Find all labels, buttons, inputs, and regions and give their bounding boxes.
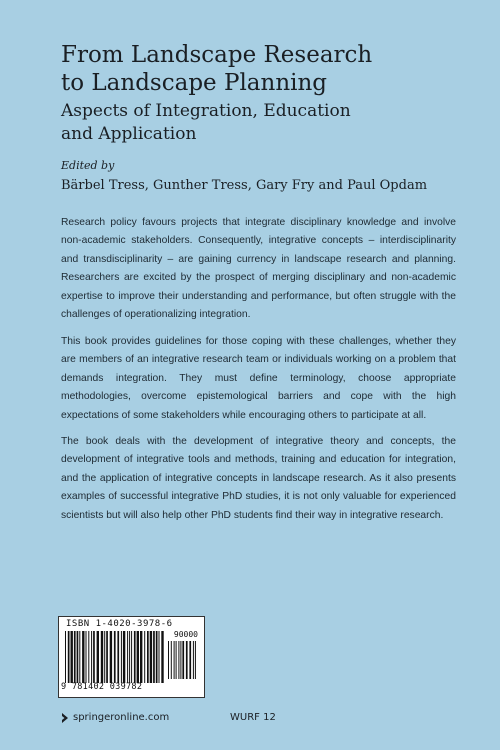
barcode-bar (174, 641, 175, 679)
barcode-bar (180, 641, 181, 679)
book-subtitle (61, 100, 461, 146)
barcode-bar (82, 631, 84, 683)
barcode-bar (137, 631, 139, 683)
barcode-bar (189, 641, 191, 679)
barcode-bar (156, 631, 158, 683)
barcode-bar (150, 631, 152, 683)
barcode-bar (74, 631, 76, 683)
barcode-bar (171, 641, 172, 679)
barcode-bar (104, 631, 105, 683)
edited-by-label: Edited by (61, 159, 115, 172)
chevron-right-icon (61, 713, 69, 723)
publisher-url-text: springeronline.com (73, 712, 170, 723)
barcode-bar (97, 631, 99, 683)
editors-list: Bärbel Tress, Gunther Tress, Gary Fry and Paul Opdam (61, 178, 428, 193)
ean-number: 9 781402 039782 (61, 682, 143, 692)
barcode-addon-bars (168, 641, 198, 679)
barcode-bar (123, 631, 125, 683)
barcode-bar (193, 641, 194, 679)
blurb-paragraph-1: Research policy favours projects that integrate disciplinary knowledge and involve non-academic stakeholders. Consequently, integrative concepts – interdisciplinarity and transdisciplinarity – are gaining currency in landscape research and planning. Researchers are excited by the prospect of merging disciplinary and non-academic expertise to improve their understanding and performance, but often struggle with the challenges of operationalizing integration. (61, 217, 456, 321)
barcode-bar (71, 631, 73, 683)
barcode-bar (159, 631, 160, 683)
barcode-bar (88, 631, 89, 683)
barcode-bar (127, 631, 128, 683)
title-line-2: to Landscape Planning (61, 70, 328, 96)
barcode-bar (195, 641, 196, 679)
barcode-bar (147, 631, 149, 683)
barcode-bar (176, 641, 177, 679)
barcode-bar (182, 641, 184, 679)
barcode-bar (79, 631, 80, 683)
barcode-bar (144, 631, 145, 683)
isbn-number: ISBN 1-4020-3978-6 (66, 619, 173, 629)
barcode-bar (106, 631, 108, 683)
barcode-bar (77, 631, 79, 683)
barcode-bar (86, 631, 87, 683)
barcode-bar (131, 631, 132, 683)
barcode-bar (110, 631, 112, 683)
barcode-bar (117, 631, 119, 683)
barcode-bar (186, 641, 188, 679)
book-title (61, 41, 461, 97)
barcode-bar (65, 631, 66, 683)
barcode-bar (161, 631, 163, 683)
barcode-bar (93, 631, 95, 683)
title-line-1: From Landscape Research (61, 42, 373, 68)
blurb-paragraph-3: The book deals with the development of integrative theory and concepts, the development of integrative tools and methods, training and education for integration, and the application of integrative concepts in landscape research. As it also presents examples of successful integrative PhD studies, it is not only valuable for experienced scientists but will also help other PhD students find their way in integrative research. (61, 436, 456, 521)
isbn-barcode (58, 616, 205, 698)
barcode-bar (153, 631, 155, 683)
subtitle-line-2: and Application (61, 124, 197, 144)
barcode-bar (168, 641, 169, 679)
barcode-bar (129, 631, 130, 683)
barcode-bar (114, 631, 116, 683)
publisher-url (61, 712, 169, 723)
blurb-paragraph-2: This book provides guidelines for those coping with these challenges, whether they are members of an integrative research team or individuals working on a problem that demands integration. They must define terminology, choose appropriate methodologies, overcome epistemological barriers and cope with the high expectations of some stakeholders while encouraging others to participate at all. (61, 336, 456, 421)
subtitle-line-1: Aspects of Integration, Education (61, 101, 351, 121)
series-code: WURF 12 (230, 712, 276, 723)
barcode-bar (134, 631, 136, 683)
barcode-bar (178, 641, 179, 679)
barcode-bar (140, 631, 142, 683)
barcode-bar (68, 631, 70, 683)
barcode-bar (101, 631, 103, 683)
barcode-bar (121, 631, 122, 683)
barcode-bars (65, 631, 165, 683)
barcode-bar (91, 631, 92, 683)
barcode-addon-number: 90000 (173, 630, 198, 639)
